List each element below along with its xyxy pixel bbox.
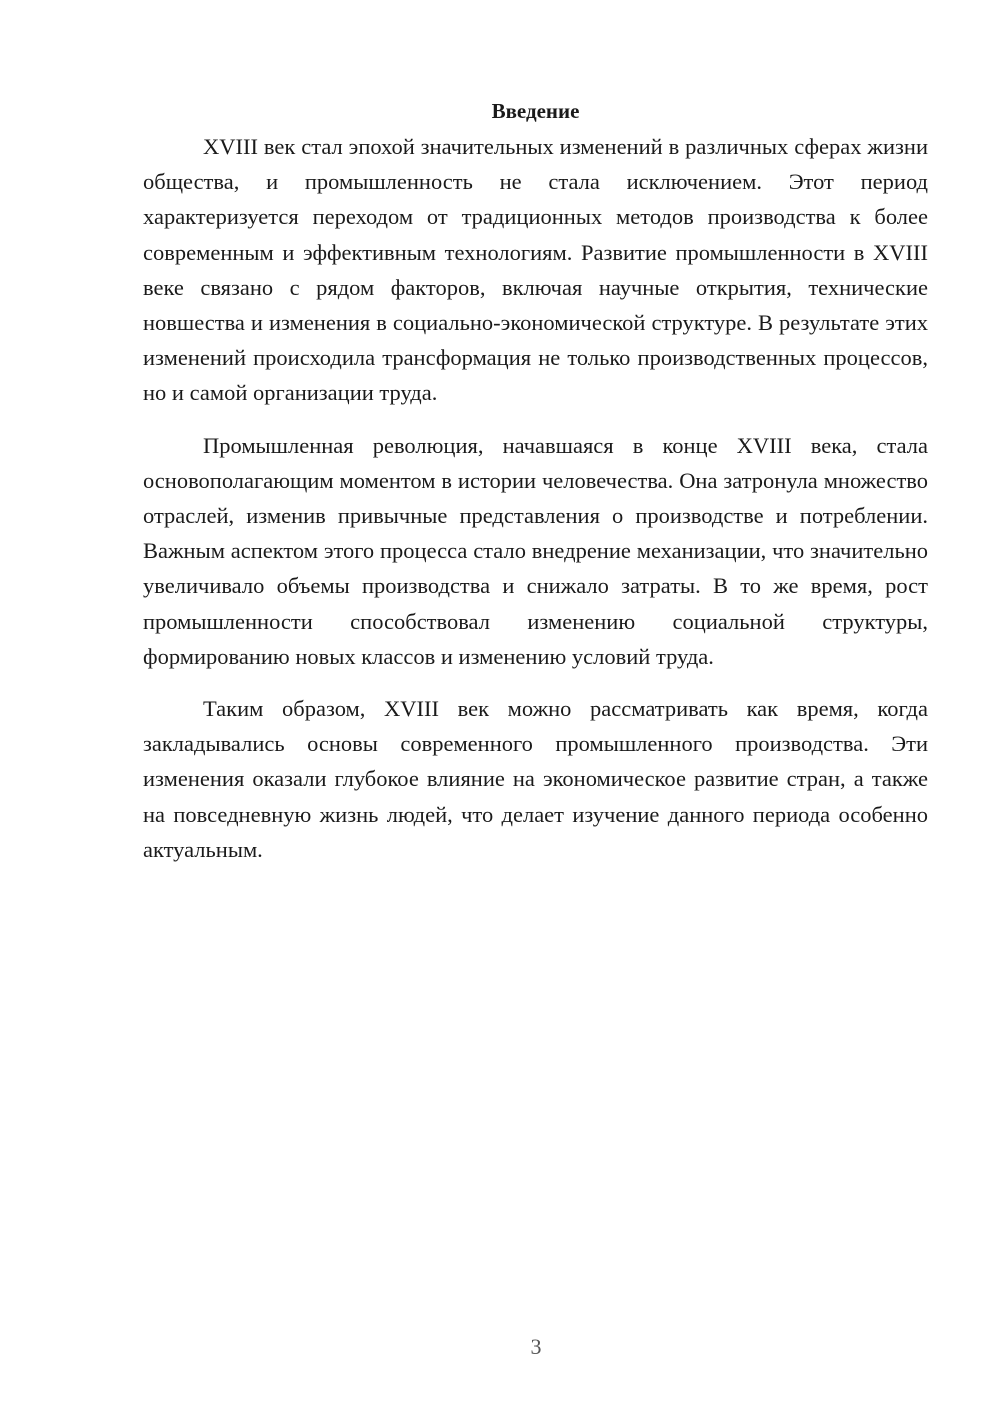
page-number: 3 (530, 1334, 542, 1359)
paragraph-1: XVIII век стал эпохой значительных изменений в различных сферах жизни общества, и промышленность не стала исключением. Этот период характеризуется переходом от традиционных методов производства к более современным и эффективным технологиям. Развитие промышленности в XVIII веке связано с рядом факторов, включая научные открытия, технические новшества и изменения в социально-экономической структуре. В результате этих изменений происходила трансформация не только производственных процессов, но и самой организации труда. (143, 134, 928, 406)
paragraph-3: Таким образом, XVIII век можно рассматривать как время, когда закладывались основы современного промышленного производства. Эти изменения оказали глубокое влияние на экономическое развитие стран, а также на повседневную жизнь людей, что делает изучение данного периода особенно актуальным. (143, 696, 928, 862)
paragraph-2: Промышленная революция, начавшаяся в конце XVIII века, стала основополагающим моментом в истории человечества. Она затронула множество отраслей, изменив привычные представления о производстве и потреблении. Важным аспектом этого процесса стало внедрение механизации, что значительно увеличивало объемы производства и снижало затраты. В то же время, рост промышленности способствовал изменению социальной структуры, формированию новых классов и изменению условий труда. (143, 432, 928, 669)
page-content (143, 94, 928, 867)
section-title: Введение (491, 99, 580, 123)
